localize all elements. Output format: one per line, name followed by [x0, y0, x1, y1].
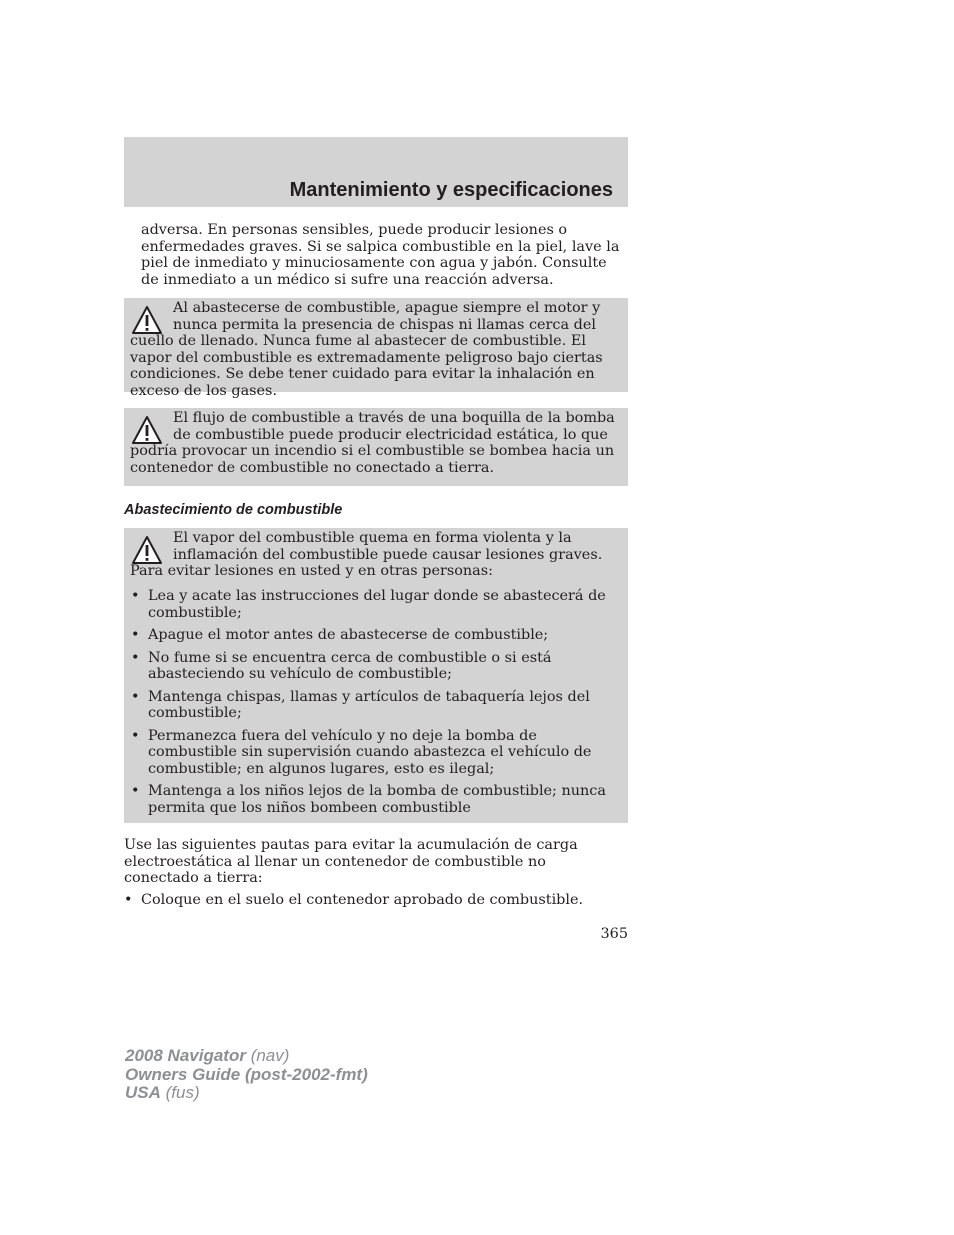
warning-box-ignition: [124, 298, 628, 399]
page-number: 365: [600, 926, 628, 942]
footer-market: USA: [125, 1083, 161, 1102]
warning-box-static: [124, 408, 628, 486]
footer-model-code: (nav): [250, 1046, 290, 1065]
footer-model: 2008 Navigator: [125, 1046, 246, 1065]
list-item: • Permanezca fuera del vehículo y no deje la bomba de combustible sin supervisión cuando abastezca el vehículo de combustible; en algunos lugares, esto es ilegal;: [131, 727, 592, 777]
intro-paragraph: adversa. En personas sensibles, puede producir lesiones o enfermedades graves. Si se salpica combustible en la piel, lave la piel de inmediato y minuciosamente con agua y jabón. Consulte de inmediato a un médico si sufre una reacción adversa.: [141, 222, 620, 288]
list-item: • Mantenga chispas, llamas y artículos de tabaquería lejos del combustible;: [131, 688, 590, 721]
list-item: • Coloque en el suelo el contenedor aprobado de combustible.: [124, 892, 584, 908]
warning-bullet-list: [131, 588, 625, 816]
guidelines-paragraph: Use las siguientes pautas para evitar la acumulación de carga electroestática al llenar un contenedor de combustible no conectado a tierra:: [124, 837, 578, 886]
section-heading: Abastecimiento de combustible: [124, 502, 343, 518]
section-header-band: [124, 137, 628, 207]
list-item: • No fume si se encuentra cerca de combustible o si está abasteciendo su vehículo de combustible;: [131, 649, 552, 682]
footer-guide: Owners Guide (post-2002-fmt): [125, 1064, 368, 1084]
guidelines-bullet-list: [124, 892, 624, 909]
list-item: • Lea y acate las instrucciones del lugar donde se abastecerá de combustible;: [131, 588, 606, 621]
list-item: • Apague el motor antes de abastecerse de combustible;: [131, 627, 549, 643]
warning-text: El vapor del combustible quema en forma violenta y la inflamación del combustible puede causar lesiones graves. Para evitar lesiones en usted y en otras personas:: [130, 530, 603, 579]
footer-market-code: (fus): [165, 1083, 200, 1102]
warning-text: El flujo de combustible a través de una boquilla de la bomba de combustible puede producir electricidad estática, lo que podría provocar un incendio si el combustible se bombea hacia un contenedor de combustible no conectado a tierra.: [130, 410, 615, 476]
list-item: • Mantenga a los niños lejos de la bomba de combustible; nunca permita que los niños bombeen combustible: [131, 783, 606, 816]
warning-box-vapor: [124, 528, 628, 823]
warning-text: Al abastecerse de combustible, apague siempre el motor y nunca permita la presencia de chispas ni llamas cerca del cuello de llenado. Nunca fume al abastecer de combustible. El vapor del combustible es extremadamente peligroso bajo ciertas condiciones. Se debe tener cuidado para evitar la inhalación en exceso de los gases.: [130, 300, 603, 399]
document-footer: [125, 1047, 368, 1103]
page-title: Mantenimiento y especificaciones: [289, 179, 613, 201]
